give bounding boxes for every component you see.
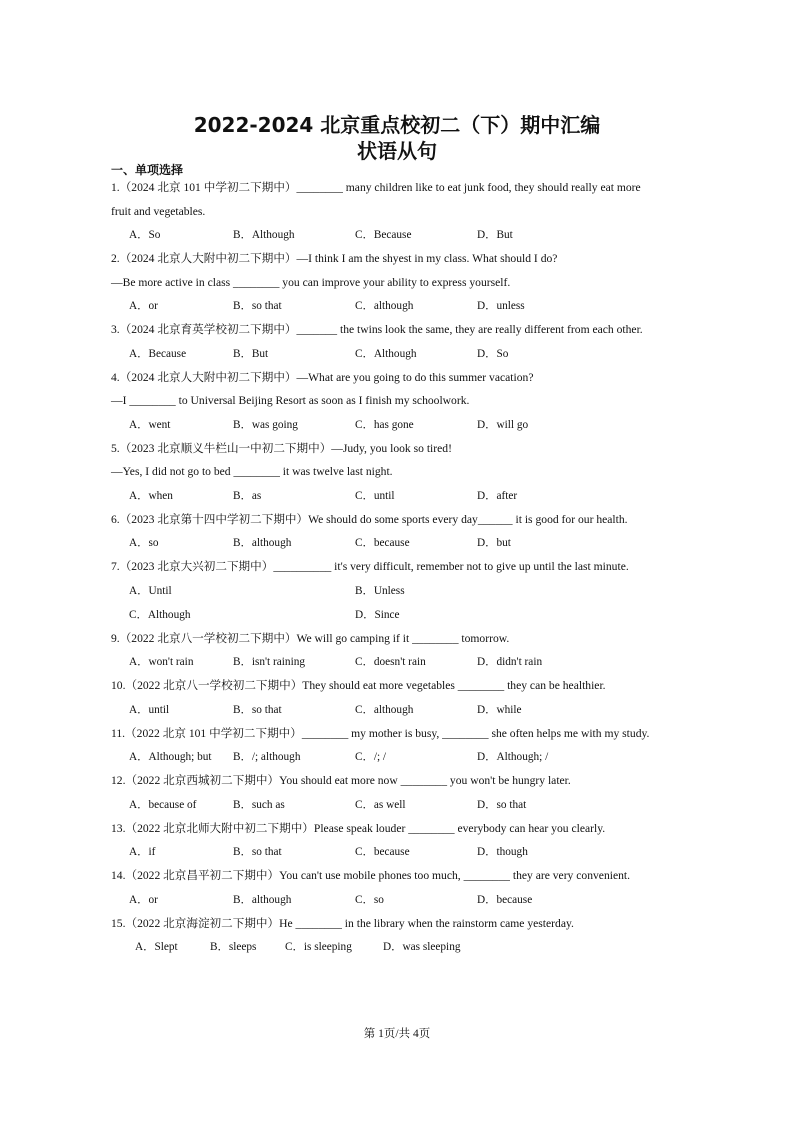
- answer-option[interactable]: B．was going: [233, 418, 298, 431]
- answer-option[interactable]: C．although: [355, 300, 414, 312]
- answer-option[interactable]: D．because: [477, 893, 533, 906]
- answer-option[interactable]: D．so that: [477, 798, 527, 811]
- answer-option[interactable]: B．Although: [233, 229, 295, 241]
- question-text: 7.（2023 北京大兴初二下期中）__________ it's very difficult, remember not to give up until the last minute.: [111, 560, 629, 573]
- options-row: [111, 223, 686, 247]
- answer-option[interactable]: C．/; /: [355, 751, 387, 763]
- page-subtitle: 状语从句: [357, 139, 437, 163]
- answer-option[interactable]: C．until: [355, 489, 395, 502]
- answer-option[interactable]: D．Since: [355, 608, 400, 621]
- question-item: [111, 555, 686, 627]
- options-row: [111, 531, 686, 555]
- question-item: [111, 912, 686, 960]
- answer-option[interactable]: B．Unless: [355, 584, 405, 597]
- answer-option[interactable]: C．so: [355, 893, 384, 906]
- answer-option[interactable]: B．such as: [233, 798, 285, 811]
- answer-option[interactable]: D．after: [477, 489, 518, 502]
- question-item: [111, 769, 686, 817]
- options-row: [111, 484, 686, 508]
- question-item: [111, 674, 686, 722]
- question-item: [111, 817, 686, 865]
- question-list: [111, 176, 686, 959]
- answer-option[interactable]: A．Until: [129, 584, 172, 597]
- answer-option[interactable]: A．because of: [129, 798, 197, 811]
- answer-option[interactable]: A．went: [129, 418, 171, 431]
- answer-option[interactable]: C．Although: [129, 608, 191, 621]
- answer-option[interactable]: B．so that: [233, 846, 282, 858]
- question-item: [111, 318, 686, 366]
- question-text: 6.（2023 北京第十四中学初二下期中）We should do some sports every day______ it is good for our health.: [111, 512, 628, 526]
- answer-option[interactable]: A．if: [129, 846, 156, 858]
- options-row: [111, 603, 686, 627]
- question-text: 4.（2024 北京人大附中初二下期中）—What are you going to do this summer vacation?: [111, 370, 534, 384]
- question-text: 3.（2024 北京育英学校初二下期中）_______ the twins look the same, they are really different from each other.: [111, 323, 643, 336]
- question-text: 14.（2022 北京昌平初二下期中）You can't use mobile phones too much, ________ they are very convenient.: [111, 869, 631, 882]
- answer-option[interactable]: C．as well: [355, 798, 406, 811]
- options-row: [111, 294, 686, 318]
- answer-option[interactable]: D．So: [477, 347, 509, 360]
- answer-option[interactable]: A．so: [129, 537, 159, 549]
- answer-option[interactable]: C．is sleeping: [285, 941, 352, 953]
- answer-option[interactable]: D．though: [477, 846, 528, 858]
- options-row: [111, 745, 686, 769]
- section-heading: 一、单项选择: [111, 163, 184, 177]
- options-row: [111, 935, 686, 959]
- answer-option[interactable]: B．But: [233, 347, 269, 360]
- question-item: [111, 508, 686, 556]
- options-row: [111, 650, 686, 674]
- answer-option[interactable]: D．But: [477, 229, 513, 241]
- answer-option[interactable]: A．when: [129, 489, 173, 502]
- answer-option[interactable]: B．although: [233, 893, 292, 906]
- answer-option[interactable]: D．unless: [477, 300, 525, 312]
- answer-option[interactable]: D．Although; /: [477, 751, 549, 763]
- options-row: [111, 579, 686, 603]
- question-text: 10.（2022 北京八一学校初二下期中）They should eat more vegetables ________ they can be healthier.: [111, 679, 606, 692]
- question-text: 13.（2022 北京北师大附中初二下期中）Please speak louder ________ everybody can hear you clearly.: [111, 821, 606, 835]
- question-text: fruit and vegetables.: [111, 204, 206, 218]
- answer-option[interactable]: B．so that: [233, 703, 282, 716]
- answer-option[interactable]: B．although: [233, 537, 292, 549]
- question-item: [111, 627, 686, 675]
- answer-option[interactable]: A．until: [129, 703, 170, 716]
- answer-option[interactable]: C．has gone: [355, 418, 414, 431]
- options-row: [111, 888, 686, 912]
- answer-option[interactable]: B．isn't raining: [233, 656, 306, 668]
- answer-option[interactable]: A．or: [129, 893, 158, 906]
- page-title: 2022-2024 北京重点校初二（下）期中汇编: [193, 113, 601, 137]
- answer-option[interactable]: A．Although; but: [129, 751, 212, 763]
- question-text: 1.（2024 北京 101 中学初二下期中）________ many children like to eat junk food, they should really eat more: [111, 181, 641, 194]
- question-text: —I ________ to Universal Beijing Resort as soon as I finish my schoolwork.: [111, 394, 470, 407]
- options-row: [111, 342, 686, 366]
- answer-option[interactable]: C．although: [355, 703, 414, 716]
- options-row: [111, 698, 686, 722]
- answer-option[interactable]: A．won't rain: [129, 656, 194, 668]
- answer-option[interactable]: C．Although: [355, 347, 417, 360]
- answer-option[interactable]: A．So: [129, 229, 161, 241]
- question-text: 12.（2022 北京西城初二下期中）You should eat more now ________ you won't be hungry later.: [111, 774, 571, 787]
- answer-option[interactable]: C．because: [355, 537, 410, 549]
- question-text: 11.（2022 北京 101 中学初二下期中）________ my mother is busy, ________ she often helps me with my study.: [111, 726, 650, 740]
- question-text: 2.（2024 北京人大附中初二下期中）—I think I am the shyest in my class. What should I do?: [111, 252, 558, 265]
- options-row: [111, 413, 686, 437]
- answer-option[interactable]: B．sleeps: [210, 941, 257, 953]
- question-text: —Be more active in class ________ you can improve your ability to express yourself.: [111, 275, 511, 289]
- question-item: [111, 176, 686, 247]
- answer-option[interactable]: A．or: [129, 300, 158, 312]
- options-row: [111, 840, 686, 864]
- answer-option[interactable]: D．was sleeping: [383, 941, 461, 953]
- question-text: 5.（2023 北京顺义牛栏山一中初二下期中）—Judy, you look so tired!: [111, 441, 452, 455]
- question-item: [111, 437, 686, 508]
- question-item: [111, 366, 686, 437]
- page-footer: 第 1页/共 4页: [363, 1028, 431, 1040]
- answer-option[interactable]: B．as: [233, 489, 262, 502]
- answer-option[interactable]: B．/; although: [233, 751, 301, 763]
- question-text: 15.（2022 北京海淀初二下期中）He ________ in the library when the rainstorm came yesterday.: [111, 916, 574, 930]
- answer-option[interactable]: A．Slept: [135, 941, 178, 953]
- answer-option[interactable]: D．while: [477, 703, 522, 716]
- question-text: 9.（2022 北京八一学校初二下期中）We will go camping if it ________ tomorrow.: [111, 631, 510, 645]
- answer-option[interactable]: A．Because: [129, 347, 187, 360]
- answer-option[interactable]: D．but: [477, 537, 511, 549]
- options-row: [111, 793, 686, 817]
- question-item: [111, 247, 686, 318]
- question-item: [111, 722, 686, 770]
- answer-option[interactable]: C．because: [355, 846, 410, 858]
- answer-option[interactable]: D．didn't rain: [477, 656, 543, 668]
- question-item: [111, 864, 686, 912]
- answer-option[interactable]: D．will go: [477, 418, 529, 431]
- question-text: —Yes, I did not go to bed ________ it was twelve last night.: [111, 465, 393, 478]
- answer-option[interactable]: C．doesn't rain: [355, 656, 426, 668]
- answer-option[interactable]: B．so that: [233, 300, 282, 312]
- answer-option[interactable]: C．Because: [355, 229, 412, 241]
